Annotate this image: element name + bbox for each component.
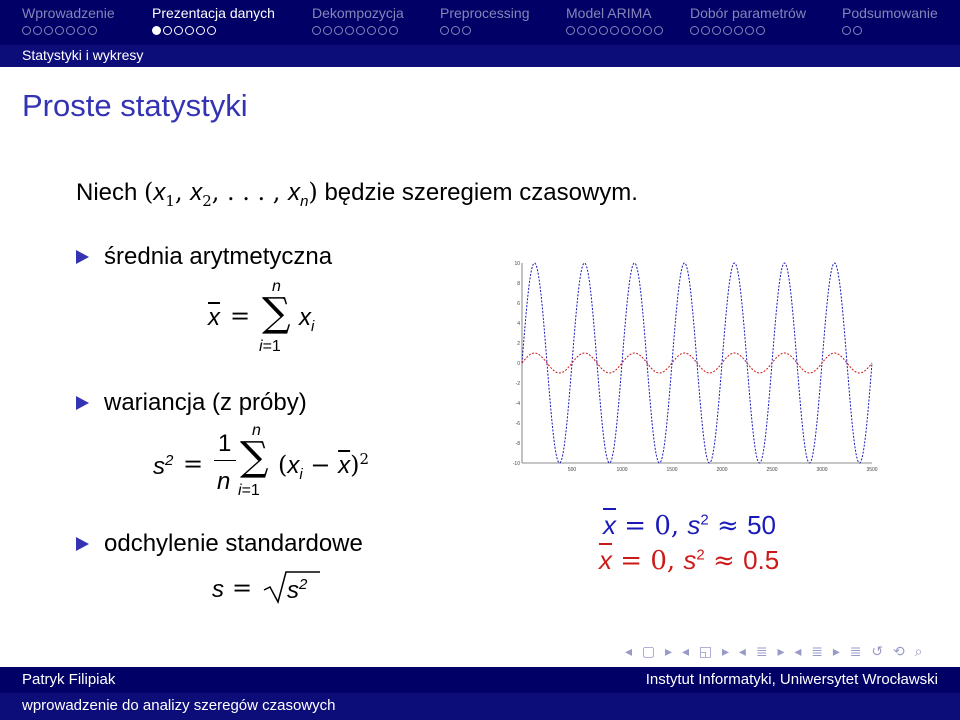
- nav-frame-dot[interactable]: [440, 26, 449, 35]
- nav-frame-dot[interactable]: [378, 26, 387, 35]
- bullet-icon: [76, 396, 89, 410]
- bullet-mean-label: średnia arytmetyczna: [104, 243, 333, 270]
- sine-wave-chart: [510, 258, 880, 473]
- chart-x-tick-label: 1000: [616, 467, 628, 473]
- nav-section-5[interactable]: Dobór parametrów: [690, 5, 806, 21]
- variance-formula: $s^2$ = 1 n n ∑ i=1 $(x_i - \overline{x})^2$: [153, 422, 370, 499]
- nav-frame-dot[interactable]: [462, 26, 471, 35]
- nav-frame-dot[interactable]: [88, 26, 97, 35]
- chart-x-tick-label: 500: [567, 467, 577, 473]
- chart-y-tick-label: 4: [517, 321, 520, 327]
- stddev-formula: s = $s^2$: [212, 570, 322, 604]
- chart-series: [522, 263, 872, 463]
- nav-frame-dot[interactable]: [323, 26, 332, 35]
- chart-x-tick-label: 2000: [716, 467, 728, 473]
- nav-section-4[interactable]: Model ARIMA: [566, 5, 652, 21]
- nav-section-1[interactable]: Prezentacja danych: [152, 5, 275, 21]
- nav-frame-dot[interactable]: [577, 26, 586, 35]
- nav-frame-dot[interactable]: [853, 26, 862, 35]
- nav-frame-dot[interactable]: [334, 26, 343, 35]
- chart-y-tick-label: 10: [514, 261, 520, 267]
- nav-frame-dot[interactable]: [756, 26, 765, 35]
- nav-section-dots: [690, 26, 765, 36]
- nav-frame-dot[interactable]: [345, 26, 354, 35]
- nav-frame-dot[interactable]: [44, 26, 53, 35]
- chart-y-tick-label: -2: [515, 381, 520, 387]
- chart-y-tick-label: 0: [517, 361, 520, 367]
- nav-frame-dot[interactable]: [389, 26, 398, 35]
- nav-frame-dot[interactable]: [734, 26, 743, 35]
- nav-frame-dot[interactable]: [312, 26, 321, 35]
- chart-y-ticks: [513, 261, 520, 467]
- nav-frame-dot[interactable]: [723, 26, 732, 35]
- chart-y-tick-label: -4: [515, 401, 520, 407]
- nav-frame-dot[interactable]: [701, 26, 710, 35]
- nav-frame-dot[interactable]: [152, 26, 161, 35]
- nav-frame-dot[interactable]: [588, 26, 597, 35]
- nav-section-dots: [566, 26, 663, 36]
- chart-x-tick-label: 3500: [866, 467, 878, 473]
- chart-x-ticks: [568, 467, 878, 473]
- sequence-formula: ($x_1$, $x_2$, . . . , $x_n$): [144, 178, 318, 210]
- beamer-navigation-symbols[interactable]: ◂ ▢ ▸ ◂ ◱ ▸ ◂ ≣ ▸ ◂ ≣ ▸ ≣ ↺ ⟲ ⌕: [625, 643, 926, 659]
- footer-top-bar: [0, 667, 960, 693]
- nav-frame-dot[interactable]: [22, 26, 31, 35]
- nav-frame-dot[interactable]: [33, 26, 42, 35]
- nav-frame-dot[interactable]: [632, 26, 641, 35]
- nav-section-dots: [440, 26, 471, 36]
- nav-frame-dot[interactable]: [690, 26, 699, 35]
- nav-section-3[interactable]: Preprocessing: [440, 5, 530, 21]
- nav-frame-dot[interactable]: [451, 26, 460, 35]
- chart-y-tick-label: 6: [517, 301, 520, 307]
- chart-y-tick-label: 8: [517, 281, 520, 287]
- chart-y-tick-label: -10: [512, 461, 520, 467]
- intro-pre: Niech: [76, 179, 138, 206]
- bullet-icon: [76, 250, 89, 264]
- nav-frame-dot[interactable]: [174, 26, 183, 35]
- chart-y-tick-label: -8: [515, 441, 520, 447]
- intro-post: będzie szeregiem czasowym.: [324, 179, 638, 206]
- nav-section-dots: [152, 26, 216, 36]
- nav-section-6[interactable]: Podsumowanie: [842, 5, 938, 21]
- chart-y-tick-label: 2: [517, 341, 520, 347]
- nav-frame-dot[interactable]: [163, 26, 172, 35]
- legend-blue-series: $\overline{x} = 0$, $s^2 \approx 50$: [603, 510, 776, 541]
- bullet-stddev-label: odchylenie standardowe: [104, 530, 363, 557]
- mean-formula: $\overline{x}$ = n ∑ i=1 $x_i$: [208, 278, 315, 355]
- subsection-title[interactable]: Statystyki i wykresy: [22, 47, 144, 63]
- footer-bottom-bar: [0, 693, 960, 720]
- legend-red-series: $\overline{x} = 0$, $s^2 \approx 0.5$: [599, 545, 780, 576]
- nav-frame-dot[interactable]: [643, 26, 652, 35]
- nav-section-2[interactable]: Dekompozycja: [312, 5, 404, 21]
- nav-frame-dot[interactable]: [207, 26, 216, 35]
- footer-author: Patryk Filipiak: [22, 671, 116, 688]
- chart-series-line-1: [522, 353, 872, 373]
- nav-frame-dot[interactable]: [745, 26, 754, 35]
- nav-frame-dot[interactable]: [621, 26, 630, 35]
- nav-frame-dot[interactable]: [712, 26, 721, 35]
- nav-frame-dot[interactable]: [367, 26, 376, 35]
- section-navigation: [0, 0, 960, 45]
- nav-section-dots: [312, 26, 398, 36]
- bullet-icon: [76, 537, 89, 551]
- nav-section-0[interactable]: Wprowadzenie: [22, 5, 115, 21]
- nav-frame-dot[interactable]: [185, 26, 194, 35]
- nav-section-dots: [22, 26, 97, 36]
- frame-title: Proste statystyki: [22, 88, 248, 123]
- nav-frame-dot[interactable]: [196, 26, 205, 35]
- nav-frame-dot[interactable]: [566, 26, 575, 35]
- nav-frame-dot[interactable]: [55, 26, 64, 35]
- bullet-variance-label: wariancja (z próby): [104, 389, 307, 416]
- chart-x-tick-label: 1500: [666, 467, 678, 473]
- footer-institute: Instytut Informatyki, Uniwersytet Wrocławski: [645, 671, 938, 688]
- chart-y-tick-label: -6: [515, 421, 520, 427]
- nav-section-dots: [842, 26, 862, 36]
- nav-frame-dot[interactable]: [599, 26, 608, 35]
- nav-frame-dot[interactable]: [842, 26, 851, 35]
- chart-x-tick-label: 2500: [766, 467, 778, 473]
- footer-talk-title: wprowadzenie do analizy szeregów czasowych: [22, 697, 336, 714]
- nav-frame-dot[interactable]: [654, 26, 663, 35]
- intro-sentence: [76, 178, 638, 210]
- nav-frame-dot[interactable]: [610, 26, 619, 35]
- nav-frame-dot[interactable]: [66, 26, 75, 35]
- chart-x-tick-label: 3000: [816, 467, 828, 473]
- nav-frame-dot[interactable]: [356, 26, 365, 35]
- nav-frame-dot[interactable]: [77, 26, 86, 35]
- subsection-bar: [0, 45, 960, 67]
